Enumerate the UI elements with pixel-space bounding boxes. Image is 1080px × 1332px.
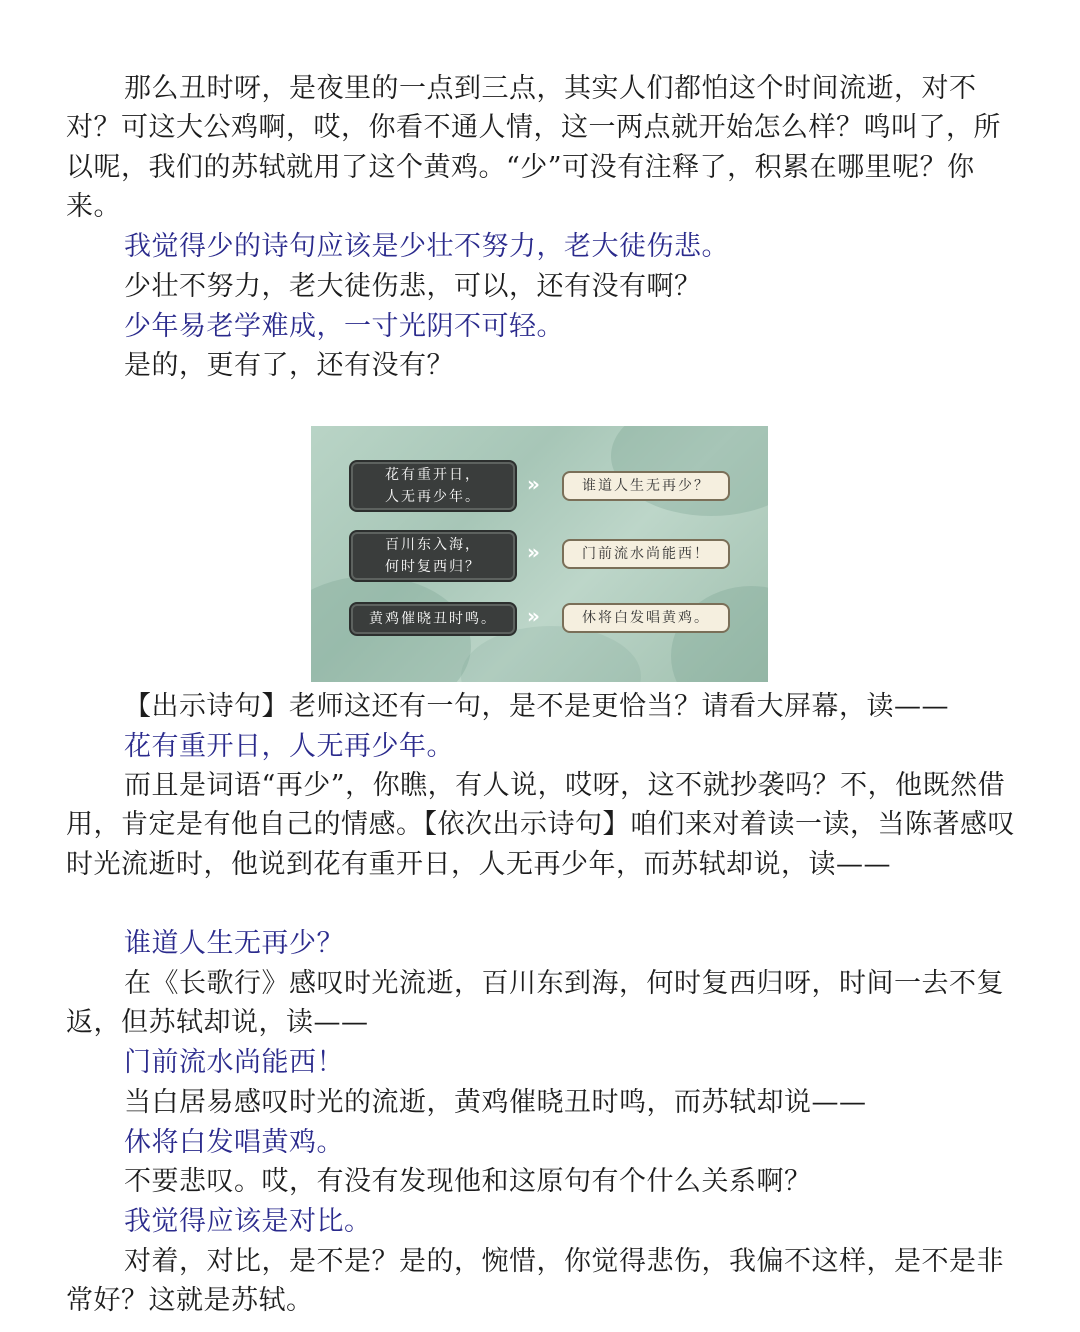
paragraph-student-7: 我觉得应该是对比。	[124, 1206, 372, 1237]
paragraph-teacher-4: 【出示诗句】老师这还有一句，是不是更恰当？请看大屏幕，读——	[124, 691, 949, 722]
slide-response-verse-3: 休将白发唱黄鸡。	[562, 603, 730, 633]
paragraph-teacher-1: 那么丑时呀，是夜里的一点到三点，其实人们都怕这个时间流逝，对不对？可这大公鸡啊，哎，你看不通人情，这一两点就开始怎么样？鸣叫了，所以呢，我们的苏轼就用了这个黄鸡。“少”可没有注释了，积累在哪里呢？你来。	[66, 73, 1001, 222]
paragraph-student-6: 休将白发唱黄鸡。	[124, 1127, 344, 1158]
slide-response-verse-2: 门前流水尚能西！	[562, 539, 730, 569]
paragraph-teacher-3: 是的，更有了，还有没有？	[124, 350, 454, 381]
verse-1-line-1: 花有重开日，	[385, 467, 481, 483]
paragraph-student-4: 谁道人生无再少？	[124, 928, 344, 959]
verse-1-line-2: 人无再少年。	[385, 489, 481, 505]
slide-response-verse-1: 谁道人生无再少？	[562, 471, 730, 501]
paragraph-teacher-9: 对着，对比，是不是？是的，惋惜，你觉得悲伤，我偏不这样，是不是非常好？这就是苏轼。	[66, 1246, 1004, 1317]
paragraph-teacher-2: 少壮不努力，老大徒伤悲，可以，还有没有啊？	[124, 271, 702, 302]
verse-2-line-1: 百川东入海，	[385, 537, 481, 553]
chevron-right-icon: »	[527, 540, 536, 564]
paragraph-teacher-6: 在《长歌行》感叹时光流逝，百川东到海，何时复西归呀，时间一去不复返，但苏轼却说，读——	[66, 968, 1004, 1039]
paragraph-teacher-5: 而且是词语“再少”，你瞧，有人说，哎呀，这不就抄袭吗？不，他既然借用，肯定是有他自己的情感。【依次出示诗句】咱们来对着读一读，当陈著感叹时光流逝时，他说到花有重开日，人无再少年，而苏轼却说，读——	[66, 770, 1015, 880]
paragraph-teacher-7: 当白居易感叹时光的流逝，黄鸡催晓丑时鸣，而苏轼却说——	[124, 1087, 867, 1118]
slide-source-verse-1	[351, 462, 515, 510]
slide-source-verse-2	[351, 532, 515, 580]
presentation-slide	[311, 426, 768, 682]
paragraph-student-2: 少年易老学难成，一寸光阴不可轻。	[124, 311, 564, 342]
chevron-right-icon: »	[527, 604, 536, 628]
verse-2-line-2: 何时复西归？	[385, 559, 481, 575]
paragraph-teacher-8: 不要悲叹。哎，有没有发现他和这原句有个什么关系啊？	[124, 1166, 812, 1197]
paragraph-student-5: 门前流水尚能西！	[124, 1047, 344, 1078]
paragraph-student-1: 我觉得少的诗句应该是少壮不努力，老大徒伤悲。	[124, 231, 729, 262]
paragraph-student-3: 花有重开日，人无再少年。	[124, 731, 454, 762]
slide-source-verse-3: 黄鸡催晓丑时鸣。	[351, 604, 515, 634]
chevron-right-icon: »	[527, 472, 536, 496]
